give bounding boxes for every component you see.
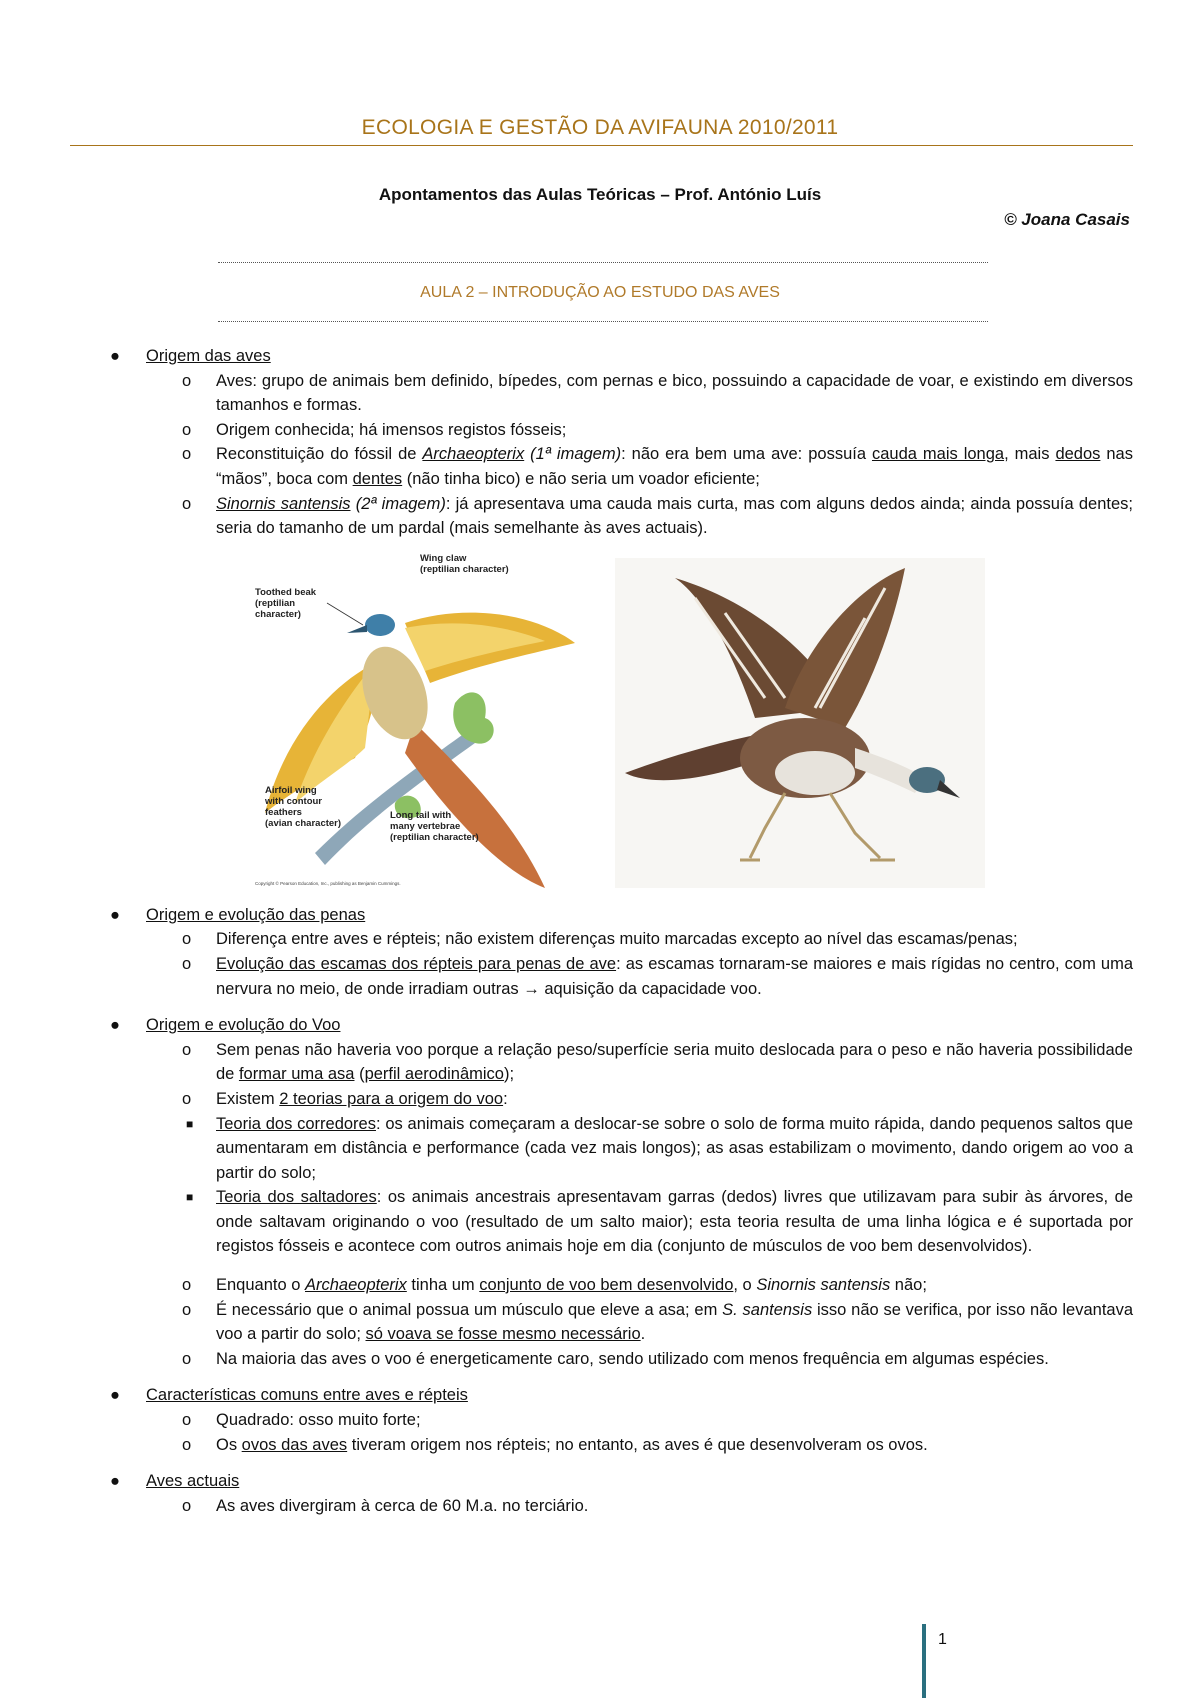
theory-name: Teoria dos corredores (216, 1114, 376, 1133)
archaeopteryx-illustration (255, 553, 585, 893)
item-text: Origem conhecida; há imensos registos fósseis; (216, 420, 567, 439)
emphasis: ovos das aves (241, 1435, 348, 1454)
label-airfoil-wing: Airfoil wing with contour feathers (avian character) (265, 784, 342, 829)
dotted-divider-top (218, 262, 988, 263)
bullet-circle-icon: o (182, 1089, 192, 1108)
emphasis: dedos (1055, 445, 1101, 464)
bullet-circle-icon: o (182, 954, 192, 973)
emphasis: perfil aerodinâmico (364, 1065, 504, 1084)
lesson-title: AULA 2 – INTRODUÇÃO AO ESTUDO DAS AVES (420, 284, 780, 301)
image-ref: (1ª imagem) (524, 445, 622, 464)
list-item (70, 1273, 1133, 1298)
item-text: aquisição da capacidade voo. (539, 979, 762, 998)
list-item (70, 1347, 1133, 1372)
section-origem-aves (70, 344, 1133, 541)
item-text: , mais (1004, 445, 1056, 464)
emphasis: conjunto de voo bem desenvolvido (479, 1276, 734, 1295)
section-title: Aves actuais (146, 1472, 240, 1491)
section-title: Origem e evolução das penas (146, 905, 366, 924)
item-text: Sem penas não haveria voo porque a relação peso/superfície seria muito deslocada para o peso e não haveria possibilidade de (216, 1040, 1133, 1084)
theory-name: Teoria dos saltadores (216, 1188, 377, 1207)
section-aves-actuais (70, 1469, 1133, 1518)
section-list (70, 903, 1133, 1519)
document-body (70, 344, 1133, 1530)
species-name: Archaeopterix (305, 1276, 407, 1295)
header-divider (70, 145, 1133, 146)
section-caracteristicas (70, 1383, 1133, 1457)
figure-copyright: Copyright © Pearson Education, Inc., publishing as Benjamin Cummings. (255, 880, 401, 886)
bullet-circle-icon: o (182, 1040, 192, 1059)
item-text: : os animais ancestrais apresentavam garras (dedos) livres que utilizavam para subir às árvores, de onde saltavam originando o voo (resultado de um salto maior); esta teoria resulta de uma linha lógica e é suportada por registos fósseis e acontece com outros animais hoje em dia (conjunto de músculos de voo bem desenvolvidos). (216, 1188, 1134, 1256)
item-text: Quadrado: osso muito forte; (216, 1411, 421, 1430)
page-number: 1 (938, 1631, 947, 1648)
item-text: tiveram origem nos répteis; no entanto, as aves é que desenvolveram os ovos. (347, 1435, 928, 1454)
section-title: Origem das aves (146, 347, 271, 365)
head-shape (365, 614, 395, 636)
sinornis-illustration (615, 558, 985, 888)
section-list (70, 344, 1133, 541)
bullet-circle-icon: o (182, 445, 192, 464)
emphasis: cauda mais longa (871, 445, 1005, 464)
item-text: Aves: grupo de animais bem definido, bípedes, com pernas e bico, possuindo a capacidade de voar, e existindo em diversos tamanhos e formas. (216, 371, 1133, 415)
section-origem-voo (70, 1013, 1133, 1371)
emphasis: 2 teorias para a origem do voo (279, 1089, 504, 1108)
emphasis: dentes (352, 469, 403, 488)
bullet-circle-icon: o (182, 1411, 192, 1430)
item-text: Diferença entre aves e répteis; não existem diferenças muito marcadas excepto ao nível das escamas/penas; (216, 930, 1018, 949)
section-origem-penas (70, 903, 1133, 1001)
list-item (70, 442, 1133, 491)
list-item (70, 1433, 1133, 1458)
bullet-disc-icon: ● (110, 905, 120, 924)
emphasis: formar uma asa (238, 1065, 355, 1084)
item-text: Enquanto o (216, 1276, 305, 1295)
emphasis: só voava se fosse mesmo necessário (365, 1325, 641, 1344)
bullet-circle-icon: o (182, 1435, 192, 1454)
species-name: Archaeopterix (422, 445, 525, 464)
list-item (146, 1112, 1133, 1186)
page-number-bar (922, 1624, 926, 1698)
list-item (70, 492, 1133, 541)
list-item (70, 927, 1133, 952)
item-text: Na maioria das aves o voo é energeticamente caro, sendo utilizado com menos frequência em algumas espécies. (216, 1349, 1049, 1368)
leader-line (327, 603, 363, 625)
bullet-disc-icon: ● (110, 1016, 120, 1035)
bullet-circle-icon: o (182, 1496, 192, 1515)
bullet-square-icon: ■ (186, 1116, 194, 1131)
list-item (146, 1185, 1133, 1259)
list-item (70, 1087, 1133, 1273)
author: © Joana Casais (1004, 210, 1130, 229)
item-text: nas “mãos”, boca com (216, 445, 1133, 488)
item-text: tinha um (406, 1276, 480, 1295)
item-text: , o (733, 1276, 757, 1295)
list-item (70, 952, 1133, 1001)
bullet-disc-icon: ● (110, 1472, 120, 1491)
bullet-disc-icon: ● (110, 347, 120, 365)
beak-shape (347, 625, 367, 633)
dotted-divider-bottom (218, 321, 988, 322)
label-long-tail: Long tail with many vertebrae (reptilian character) (390, 809, 479, 843)
species-name: Sinornis santensis (216, 494, 351, 513)
item-text: : já apresentava uma cauda mais curta, mas com alguns dedos ainda; ainda possuía dentes; seria do tamanho de um pardal (mais semelhante às aves actuais). (216, 494, 1133, 538)
image-ref: (2ª imagem) (350, 494, 446, 513)
section-title: Características comuns entre aves e répteis (146, 1386, 468, 1405)
leaf-shape (453, 692, 494, 743)
item-text: (não tinha bico) e não seria um voador eficiente; (402, 469, 760, 488)
list-item (70, 1408, 1133, 1433)
item-text: Reconstituição do fóssil de (216, 445, 423, 464)
list-item (70, 1298, 1133, 1347)
figure-row (170, 553, 1070, 893)
bullet-circle-icon: o (182, 1276, 192, 1295)
label-wing-claw: Wing claw (reptilian character) (420, 552, 509, 575)
item-text: : (503, 1089, 508, 1108)
document-subtitle: Apontamentos das Aulas Teóricas – Prof. António Luís (378, 185, 822, 204)
bullet-circle-icon: o (182, 494, 192, 513)
item-text: É necessário que o animal possua um músculo que eleve a asa; em (216, 1300, 723, 1319)
item-text: As aves divergiram à cerca de 60 M.a. no terciário. (216, 1496, 589, 1515)
species-name: S. santensis (722, 1300, 813, 1319)
bullet-circle-icon: o (182, 930, 192, 949)
item-text: : não era bem uma ave: possuía (621, 445, 872, 464)
section-title: Origem e evolução do Voo (146, 1016, 341, 1035)
item-text: Existem (216, 1089, 280, 1108)
list-item (70, 1494, 1133, 1519)
item-text: Os (216, 1435, 242, 1454)
label-toothed-beak: Toothed beak (reptilian character) (255, 586, 317, 620)
bullet-circle-icon: o (182, 1349, 192, 1368)
tail-shape (405, 723, 545, 888)
list-item (70, 1038, 1133, 1087)
species-name: Sinornis santensis (756, 1276, 891, 1295)
arrow-right-icon: → (523, 979, 540, 998)
item-text: : os animais começaram a deslocar-se sobre o solo de forma muito rápida, dando pequenos saltos que aumentaram em distância e performance (cada vez mais longos); as asas estabilizam o movimento, dando origem ao voo a partir do solo; (216, 1114, 1133, 1182)
bullet-circle-icon: o (182, 371, 192, 390)
item-text: ); (503, 1065, 515, 1084)
bullet-circle-icon: o (182, 1300, 192, 1319)
list-item (70, 418, 1133, 443)
item-text: não; (890, 1276, 927, 1295)
list-item (70, 369, 1133, 418)
item-text: : as escamas tornaram-se maiores e mais rígidas no centro, com uma nervura no meio, de onde irradiam outras (216, 954, 1133, 998)
bullet-circle-icon: o (182, 420, 192, 439)
item-text: ( (354, 1065, 365, 1084)
emphasis: Evolução das escamas dos répteis para penas de ave (216, 954, 617, 973)
bullet-disc-icon: ● (110, 1386, 120, 1405)
header-title: ECOLOGIA E GESTÃO DA AVIFAUNA 2010/2011 (361, 116, 839, 139)
item-text: . (640, 1325, 646, 1344)
belly-shape (775, 751, 855, 795)
bullet-square-icon: ■ (186, 1190, 194, 1205)
item-text: isso não se verifica, por isso não levantava voo a partir do solo; (216, 1300, 1134, 1344)
